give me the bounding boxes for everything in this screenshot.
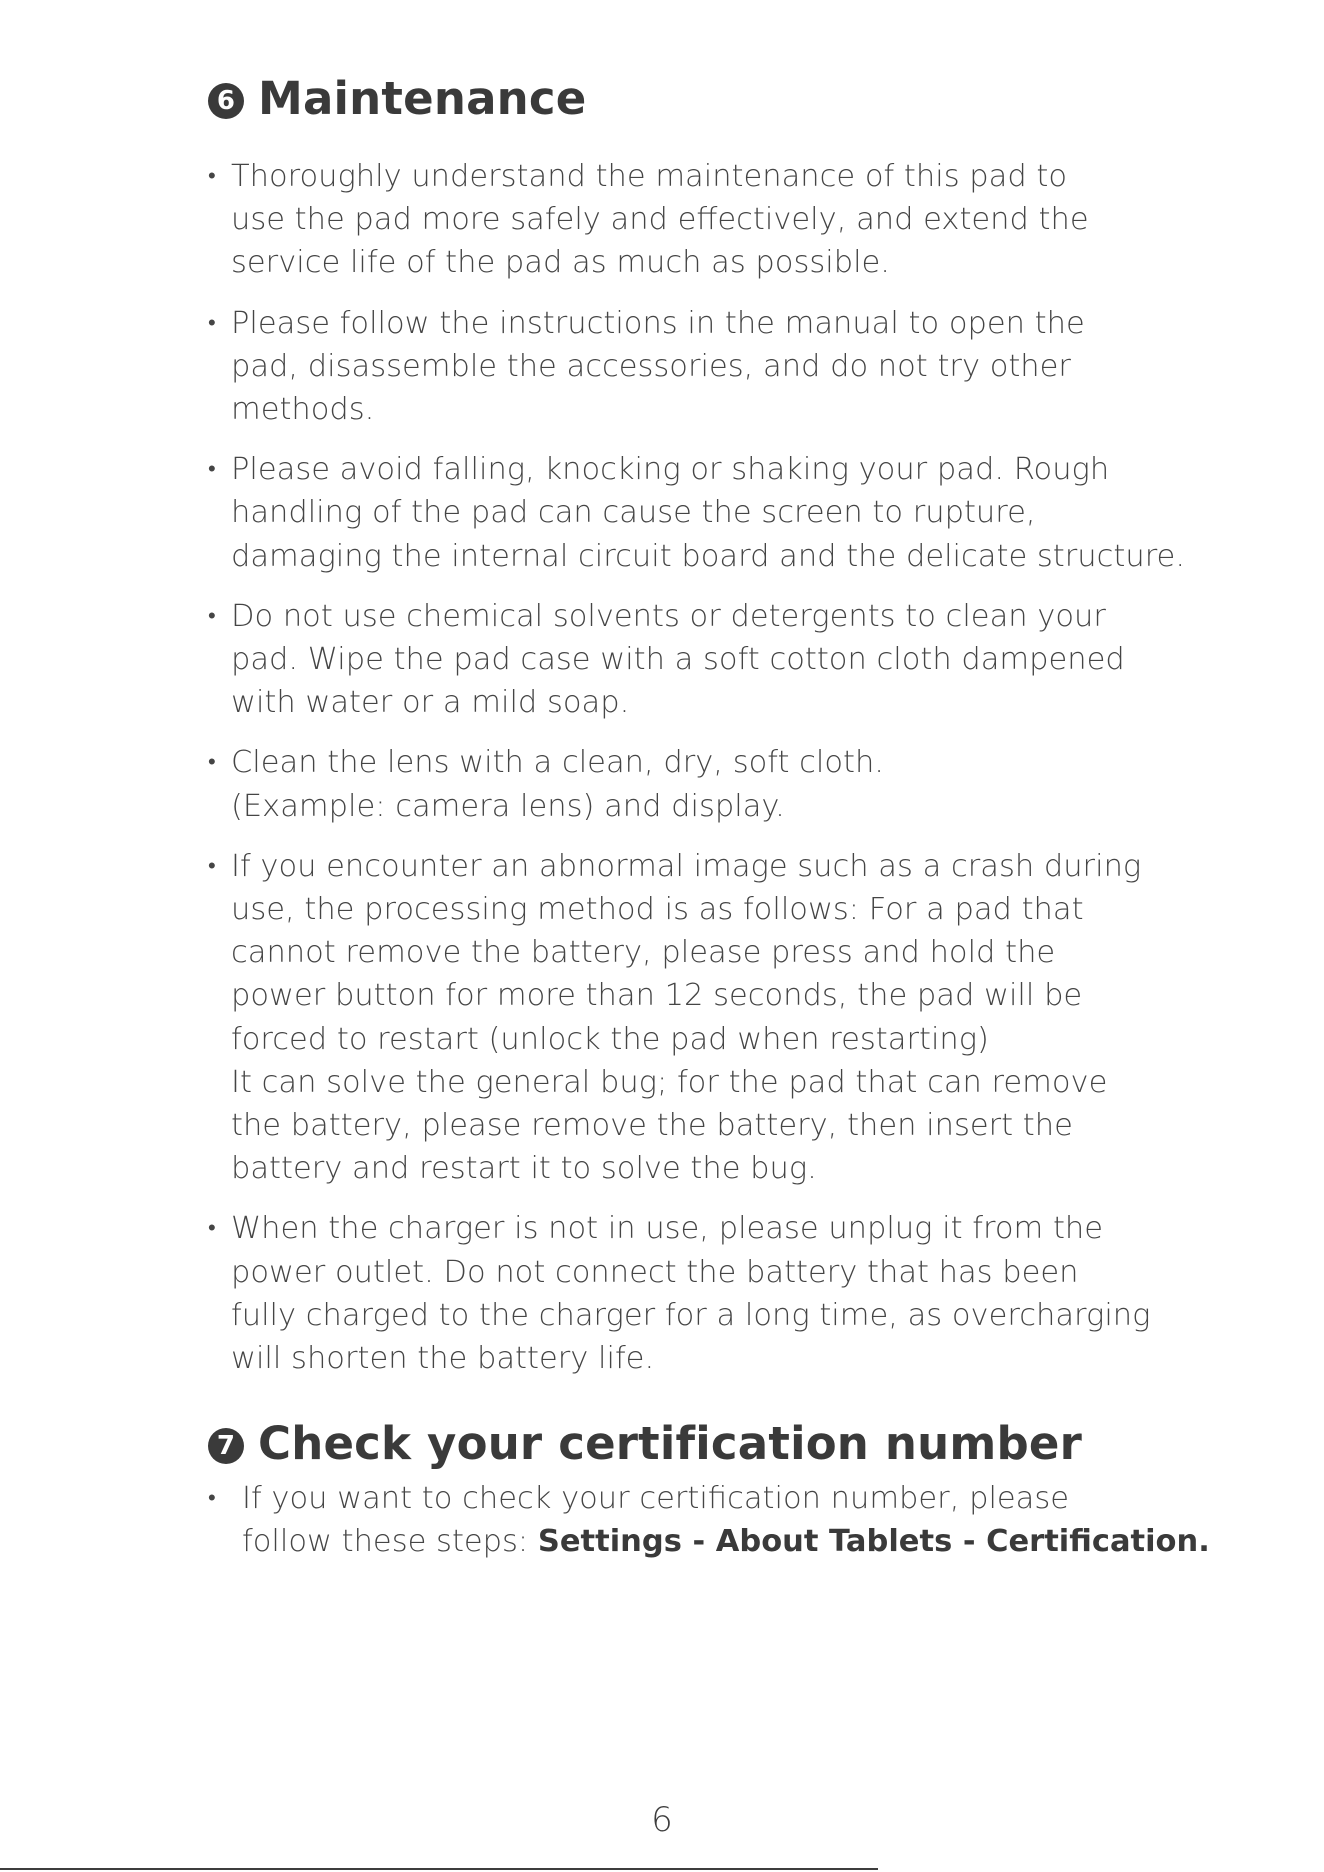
text-line: When the charger is not in use, please unplug it from the [231, 1211, 1104, 1247]
text-line: power button for more than 12 seconds, the pad will be [231, 978, 1083, 1014]
text-line: It can solve the general bug; for the pad that can remove [231, 1064, 1108, 1100]
section-title: Maintenance [258, 72, 587, 125]
certification-list [208, 1477, 1208, 1580]
maintenance-list [208, 155, 1186, 1397]
text-line: Please follow the instructions in the manual to open the [231, 305, 1085, 341]
settings-path: Settings - About Tablets - Certification. [537, 1524, 1210, 1560]
bullet-icon: • [208, 164, 216, 189]
footer-divider [0, 1868, 878, 1870]
list-item [208, 302, 1168, 432]
text-line [242, 1520, 1208, 1563]
text-fragment: follow these steps: [242, 1524, 538, 1560]
text-line: pad. Wipe the pad case with a soft cotton cloth dampened [231, 642, 1125, 678]
bullet-icon: • [208, 603, 216, 629]
text-line: pad, disassemble the accessories, and do not try other [231, 348, 1071, 384]
list-item [208, 448, 1186, 578]
section-number-badge: 6 [208, 83, 244, 119]
section-heading-maintenance [208, 72, 586, 125]
bullet-icon: • [208, 457, 216, 483]
text-line: Thoroughly understand the maintenance of this pad to [231, 159, 1068, 194]
bullet-icon: • [208, 750, 216, 776]
section-title: Check your certification number [258, 1417, 1083, 1470]
list-item [208, 1207, 1168, 1380]
text-line: If you encounter an abnormal image such as a crash during [231, 848, 1142, 884]
bullet-icon: • [208, 1216, 216, 1242]
text-line: power outlet. Do not connect the battery that has been [231, 1254, 1079, 1290]
bullet-icon: • [208, 310, 216, 336]
list-item [208, 595, 1168, 725]
list-item [208, 1477, 1208, 1563]
text-line: service life of the pad as much as possible. [231, 245, 890, 281]
text-line: handling of the pad can cause the screen to rupture, [231, 495, 1036, 531]
bullet-icon: • [208, 1486, 216, 1511]
text-line: Please avoid falling, knocking or shaking your pad. Rough [231, 452, 1110, 488]
text-line: use the pad more safely and effectively, and extend the [231, 202, 1089, 238]
list-item [208, 845, 1168, 1191]
section-number-badge: 7 [208, 1428, 244, 1464]
text-line: Do not use chemical solvents or detergents to clean your [231, 598, 1106, 634]
text-line: will shorten the battery life. [231, 1341, 655, 1377]
list-item [208, 741, 1168, 827]
text-line: methods. [231, 392, 375, 428]
text-line: forced to restart (unlock the pad when restarting) [231, 1021, 989, 1057]
text-line: If you want to check your certification number, please [242, 1481, 1070, 1516]
text-line: (Example: camera lens) and display. [231, 788, 785, 824]
text-line: battery and restart it to solve the bug. [231, 1151, 817, 1187]
section-heading-certification [208, 1417, 1082, 1470]
text-line: damaging the internal circuit board and the delicate structure. [231, 538, 1186, 574]
page-number: 6 [651, 1800, 673, 1840]
text-line: cannot remove the battery, please press and hold the [231, 935, 1056, 971]
text-line: the battery, please remove the battery, then insert the [231, 1108, 1073, 1144]
text-line: with water or a mild soap. [231, 685, 630, 721]
text-line: fully charged to the charger for a long time, as overcharging [231, 1297, 1151, 1333]
list-item [208, 155, 1168, 285]
bullet-icon: • [208, 853, 216, 879]
text-line: use, the processing method is as follows: For a pad that [231, 892, 1084, 928]
text-line: Clean the lens with a clean, dry, soft cloth. [231, 745, 884, 781]
